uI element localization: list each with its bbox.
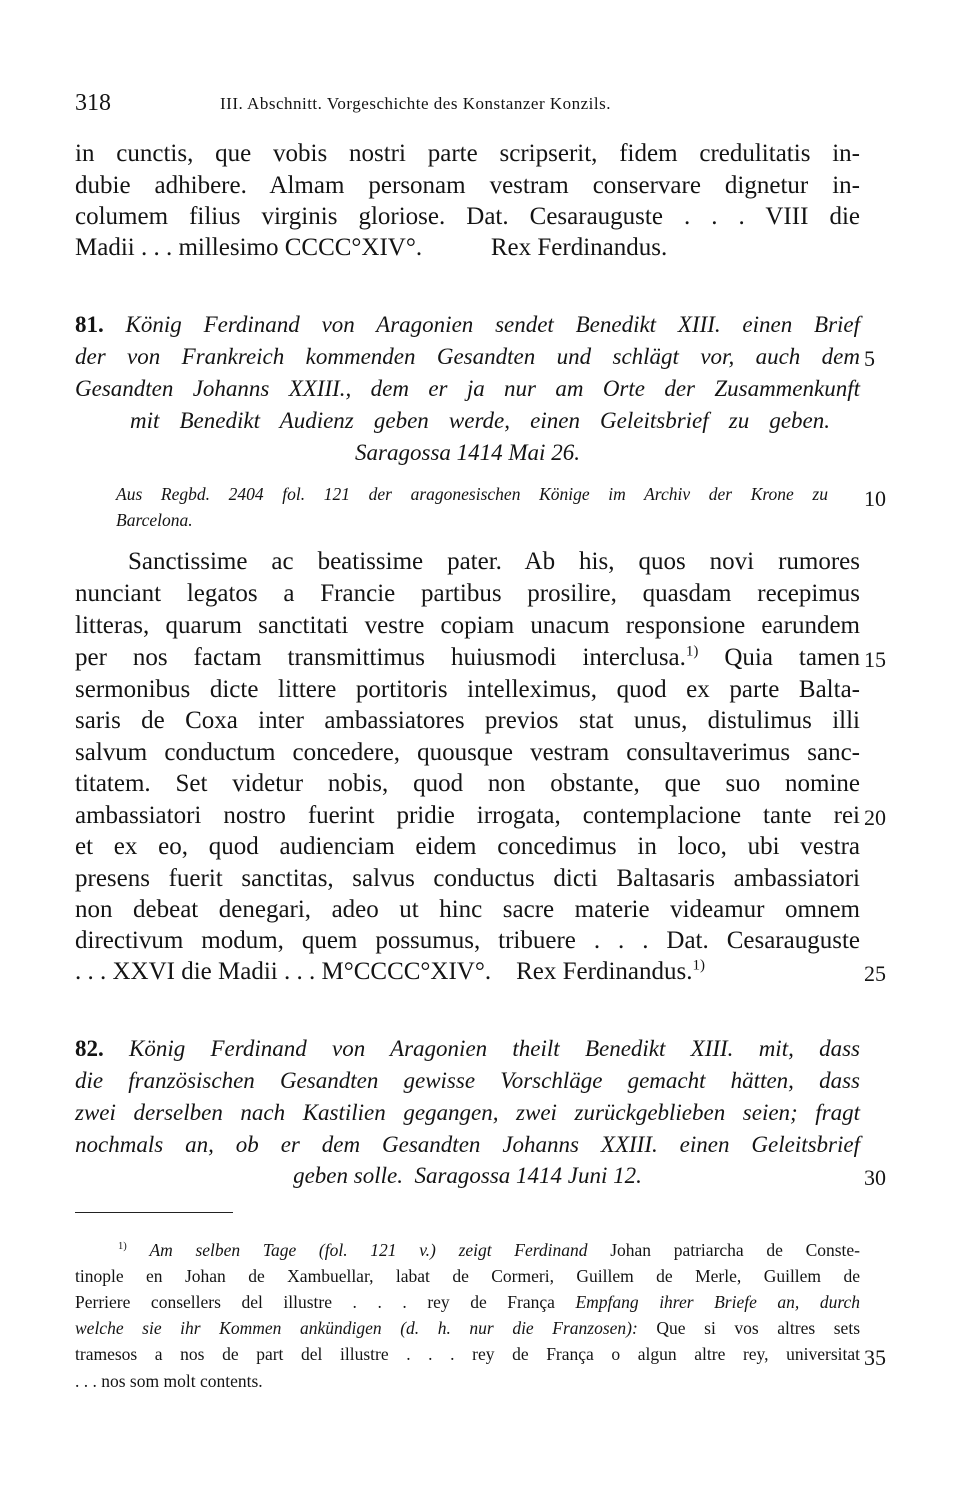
doc81-body-text: Quia tamen — [724, 644, 861, 671]
doc82-summary-line: nochmals an, ob er dem Gesandten Johanns XXIII. einen Geleitsbrief — [75, 1132, 860, 1157]
doc81-body-line: ambassiatori nostro fuerint pridie irrogata, contemplacione tante rei — [75, 802, 860, 829]
doc81-summary-line: Gesandten Johanns XXIII., dem er ja nur am Orte der Zusammenkunft — [75, 376, 860, 401]
footnote-rule — [75, 1212, 233, 1213]
footnote-ref: 1) — [692, 957, 705, 974]
doc81-body-line: titatem. Set videtur nobis, quod non obstante, que suo nomine — [75, 770, 860, 797]
doc82-summary-text: König Ferdinand von Aragonien theilt Benedikt XIII. mit, dass — [129, 1036, 860, 1061]
intro-line: in cunctis, que vobis nostri parte scripserit, fidem credulitatis in- — [75, 140, 860, 167]
margin-line-number: 35 — [864, 1345, 886, 1370]
doc81-body-line — [75, 644, 860, 672]
running-head: III. Abschnitt. Vorgeschichte des Konstanzer Konzils. — [220, 94, 611, 113]
footnote-line: tramesos a nos de part del illustre . . . rey de França o algun altre rey, universitat — [75, 1344, 860, 1364]
intro-line: columem filius virginis gloriose. Dat. Cesarauguste . . . VIII die — [75, 203, 860, 230]
doc81-body-text: . . . XXVI die Madii . . . M°CCCC°XIV°. Rex Ferdinandus. — [75, 958, 693, 985]
doc81-summary-text: König Ferdinand von Aragonien sendet Benedikt XIII. einen Brief — [125, 312, 861, 337]
page-header — [75, 90, 865, 120]
doc81-body-text: per nos factam transmittimus huiusmodi interclusa. — [75, 644, 686, 671]
doc81-summary-line: mit Benedikt Audienz geben werde, einen Geleitsbrief zu geben. — [130, 408, 830, 433]
doc81-body-line: salvum conductum concedere, quousque vestram consultaverimus sanc- — [75, 739, 860, 766]
footnote-line — [75, 1318, 860, 1339]
footnote-text: Que si vos altres sets — [656, 1318, 860, 1338]
footnote-marker: 1) — [118, 1241, 127, 1253]
margin-line-number: 10 — [864, 486, 886, 511]
doc82-summary-line: die französischen Gesandten gewisse Vorschläge gemacht hätten, dass — [75, 1068, 860, 1093]
intro-line: Madii . . . millesimo CCCC°XIV°. Rex Ferdinandus. — [75, 234, 668, 261]
footnote-ref: 1) — [685, 643, 699, 660]
margin-line-number: 25 — [864, 961, 886, 986]
doc81-body-line: sermonibus dicte littere portitoris intelleximus, quod ex parte Balta- — [75, 676, 860, 703]
doc81-body-line: directivum modum, quem possumus, tribuere . . . Dat. Cesarauguste — [75, 927, 860, 954]
intro-line: dubie adhibere. Almam personam vestram conservare dignetur in- — [75, 172, 860, 199]
page-number: 318 — [75, 90, 111, 116]
doc81-source-line: Aus Regbd. 2404 fol. 121 der aragonesischen Könige im Archiv der Krone zu — [116, 484, 828, 504]
footnote-line: . . . nos som molt contents. — [75, 1371, 263, 1391]
doc81-source-line: Barcelona. — [116, 510, 193, 530]
footnote-line — [75, 1292, 860, 1313]
doc81-body-line: Sanctissime ac beatissime pater. Ab his, quos novi rumores — [128, 548, 860, 575]
doc81-body-line — [75, 958, 860, 986]
doc82-summary-line: zwei derselben nach Kastilien gegangen, zwei zurückgeblieben seien; fragt — [75, 1100, 860, 1125]
doc82-number: 82. — [75, 1036, 104, 1061]
margin-line-number: 30 — [864, 1165, 886, 1190]
margin-line-number: 20 — [864, 805, 886, 830]
doc81-body-line: saris de Coxa inter ambassiatores previos stat unus, distulimus illi — [75, 707, 860, 734]
footnote-text: welche sie ihr Kommen ankündigen (d. h. nur die Franzosen): — [75, 1318, 638, 1338]
footnote-text: Johan patriarcha de Conste- — [610, 1240, 861, 1260]
doc81-body-line: litteras, quarum sanctitati vestre copiam unacum responsione earundem — [75, 612, 860, 639]
doc81-number: 81. — [75, 312, 104, 337]
doc81-date-line: Saragossa 1414 Mai 26. — [355, 440, 580, 465]
doc81-body-line: non debeat denegari, adeo ut hinc sacre materie videamur omnem — [75, 896, 860, 923]
footnote-text: Perriere consellers del illustre . . . rey de Françа — [75, 1292, 555, 1312]
doc81-body-line: et ex eo, quod audienciam eidem concedimus in loco, ubi vestra — [75, 833, 860, 860]
doc82-summary-line — [75, 1036, 860, 1062]
doc81-summary-line — [75, 312, 860, 338]
doc81-body-line: nunciant legatos a Francie partibus prosilire, quasdam recepimus — [75, 580, 860, 607]
margin-line-number: 15 — [864, 647, 886, 672]
margin-line-number: 5 — [864, 346, 875, 371]
footnote-line — [118, 1240, 860, 1261]
footnote-text: Empfang ihrer Briefe an, durch — [575, 1292, 861, 1312]
footnote-line: tinople en Johan de Xambuellar, labat de Cormeri, Guillem de Merle, Guillem de — [75, 1266, 860, 1286]
doc81-body-line: presens fuerit sanctitas, salvus conductus dicti Baltasaris ambassiatori — [75, 865, 860, 892]
footnote-text: Am selben Tage (fol. 121 v.) zeigt Ferdinand — [149, 1240, 588, 1260]
doc81-summary-line: der von Frankreich kommenden Gesandten und schlägt vor, auch dem — [75, 344, 860, 369]
doc82-date-line: geben solle. Saragossa 1414 Juni 12. — [293, 1163, 642, 1188]
